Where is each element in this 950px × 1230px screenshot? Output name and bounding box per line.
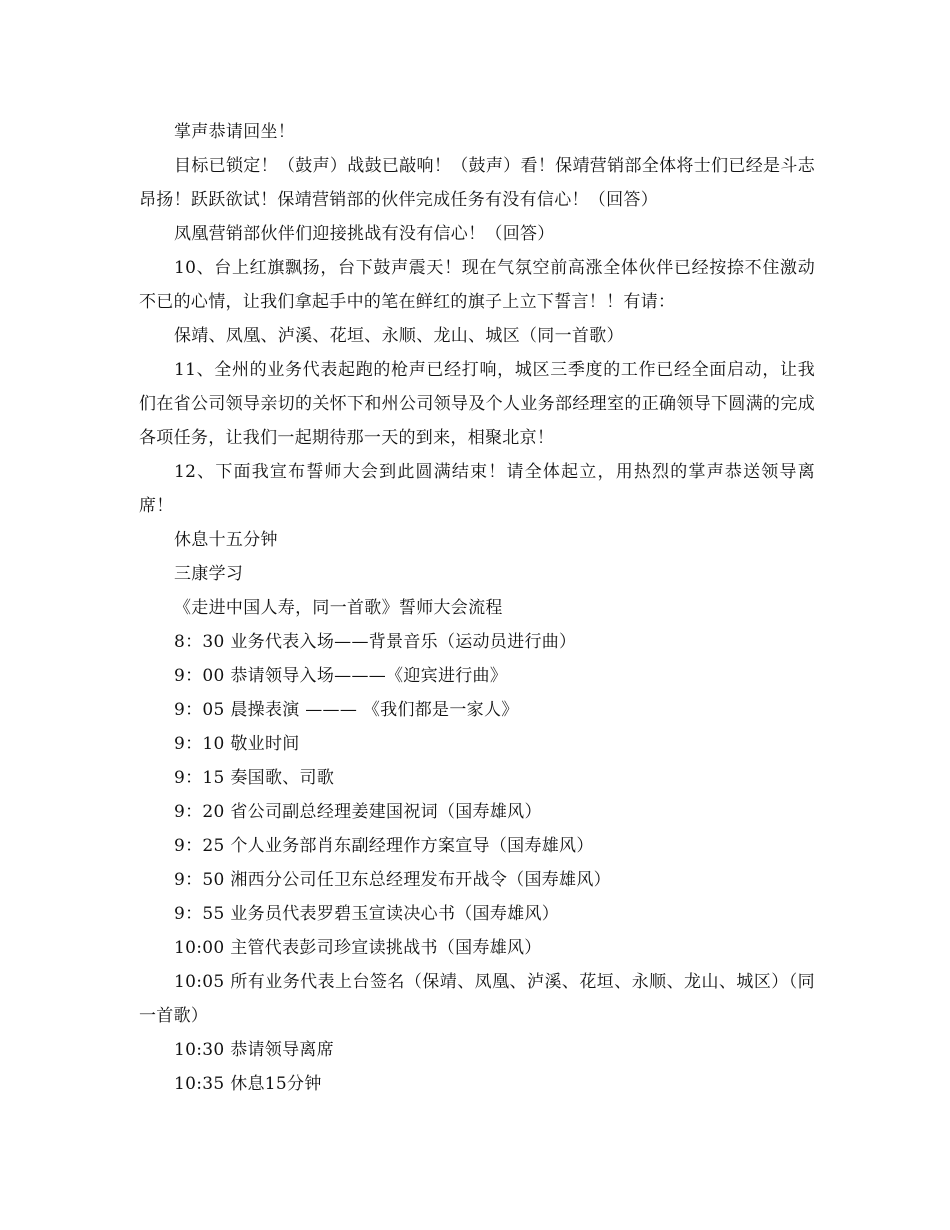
schedule-item: 10:05 所有业务代表上台签名（保靖、凤凰、泸溪、花垣、永顺、龙山、城区）（同一首歌） (139, 972, 815, 1026)
schedule-item: 9：25 个人业务部肖东副经理作方案宣导（国寿雄风） (174, 836, 594, 856)
schedule-item: 8：30 业务代表入场——背景音乐（运动员进行曲） (174, 632, 577, 652)
schedule-item: 9：10 敬业时间 (174, 734, 300, 754)
paragraph: 保靖、凤凰、泸溪、花垣、永顺、龙山、城区（同一首歌） (174, 326, 624, 346)
paragraph: 12、下面我宣布誓师大会到此圆满结束！请全体起立，用热烈的掌声恭送领导离席！ (139, 462, 815, 516)
paragraph: 掌声恭请回坐！ (174, 122, 296, 142)
paragraph: 休息十五分钟 (174, 530, 278, 550)
schedule-item: 10:35 休息15分钟 (174, 1074, 322, 1094)
paragraph: 10、台上红旗飘扬，台下鼓声震天！现在气氛空前高涨全体伙伴已经按捺不住激动不已的心情，让我们拿起手中的笔在鲜红的旗子上立下誓言！！有请： (139, 258, 815, 312)
paragraph: 凤凰营销部伙伴们迎接挑战有没有信心！（回答） (174, 224, 555, 244)
document-body (139, 115, 815, 1101)
schedule-item: 9：20 省公司副总经理姜建国祝词（国寿雄风） (174, 802, 542, 822)
schedule-item: 10:30 恭请领导离席 (174, 1040, 334, 1060)
paragraph: 三康学习 (174, 564, 244, 584)
schedule-item: 9：05 晨操表演 ——— 《我们都是一家人》 (174, 700, 519, 720)
schedule-item: 9：55 业务员代表罗碧玉宣读决心书（国寿雄风） (174, 904, 560, 924)
schedule-item: 10:00 主管代表彭司珍宣读挑战书（国寿雄风） (174, 938, 542, 958)
schedule-item: 9：15 奏国歌、司歌 (174, 768, 335, 788)
schedule-item: 9：50 湘西分公司任卫东总经理发布开战令（国寿雄风） (174, 870, 611, 890)
schedule-title: 《走进中国人寿，同一首歌》誓师大会流程 (174, 598, 503, 618)
paragraph: 目标已锁定！（鼓声）战鼓已敲响！（鼓声）看！保靖营销部全体将士们已经是斗志昂扬！跃跃欲试！保靖营销部的伙伴完成任务有没有信心！（回答） (139, 156, 815, 210)
paragraph: 11、全州的业务代表起跑的枪声已经打响，城区三季度的工作已经全面启动，让我们在省公司领导亲切的关怀下和州公司领导及个人业务部经理室的正确领导下圆满的完成各项任务，让我们一起期待那一天的到来，相聚北京！ (139, 360, 815, 448)
schedule-item: 9：00 恭请领导入场———《迎宾进行曲》 (174, 666, 508, 686)
